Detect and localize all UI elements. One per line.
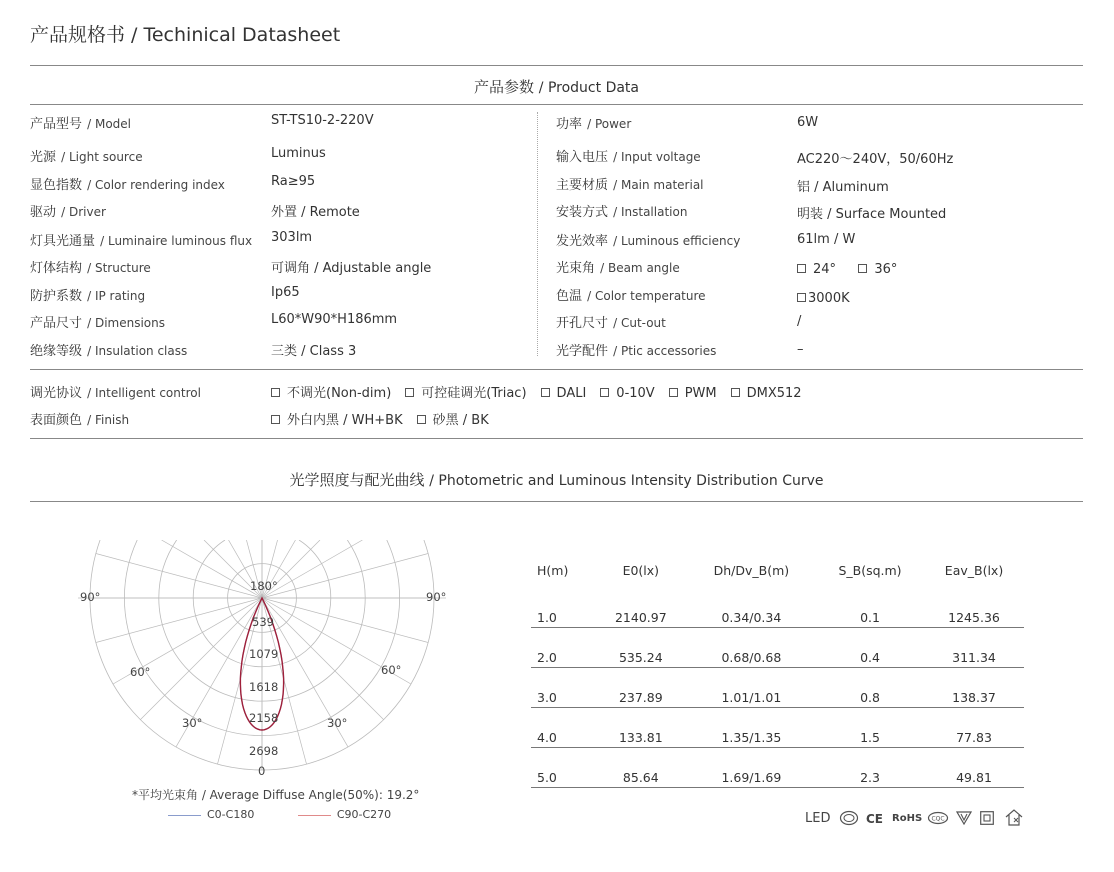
rohs-icon: RoHS bbox=[892, 813, 923, 824]
polar-radial bbox=[162, 540, 262, 598]
option-item: DMX512 bbox=[731, 386, 802, 401]
table-cell: 2140.97 bbox=[595, 588, 687, 628]
checkbox[interactable] bbox=[731, 388, 740, 397]
polar-radial bbox=[262, 598, 428, 643]
angle-label-180: 180° bbox=[250, 579, 278, 593]
table-cell: 1.0 bbox=[531, 588, 595, 628]
right-spec-value: 61lm / W bbox=[797, 232, 856, 247]
ring-label: 2158 bbox=[249, 711, 279, 725]
option-item: 可控硅调光(Triac) bbox=[405, 382, 526, 401]
polar-legend: C0-C180 C90-C270 bbox=[168, 808, 391, 821]
legend-swatch-c0 bbox=[168, 815, 201, 816]
divider bbox=[30, 104, 1083, 105]
checkbox[interactable] bbox=[405, 388, 414, 397]
left-spec-value: 外置 / Remote bbox=[271, 205, 360, 220]
left-spec-value: 可调角 / Adjustable angle bbox=[271, 261, 432, 276]
table-cell: 85.64 bbox=[595, 748, 687, 788]
table-cell: 0.4 bbox=[816, 628, 924, 668]
table-cell: 1.69/1.69 bbox=[687, 748, 816, 788]
finish-options bbox=[271, 409, 503, 428]
table-cell: 0.34/0.34 bbox=[687, 588, 816, 628]
left-spec-value: 三类 / Class 3 bbox=[271, 344, 357, 359]
angle-label-left-60: 60° bbox=[130, 665, 151, 679]
left-spec-label: 光源 / Light source bbox=[30, 150, 143, 165]
table-header: H(m) bbox=[537, 562, 569, 578]
right-spec-label: 安装方式 / Installation bbox=[556, 205, 688, 220]
right-spec-value: AC220～240V，50/60Hz bbox=[797, 152, 954, 167]
left-spec-label: 产品型号 / Model bbox=[30, 117, 131, 132]
divider bbox=[30, 65, 1083, 66]
table-cell: 1.35/1.35 bbox=[687, 708, 816, 748]
cqc-icon bbox=[927, 811, 949, 825]
table-cell: 5.0 bbox=[531, 748, 595, 788]
polar-radial bbox=[96, 553, 262, 598]
checkbox[interactable] bbox=[541, 388, 550, 397]
table-cell: 0.1 bbox=[816, 588, 924, 628]
angle-label-left-30: 30° bbox=[182, 716, 203, 730]
table-header: E0(lx) bbox=[622, 562, 660, 578]
right-spec-label: 发光效率 / Luminous efficiency bbox=[556, 234, 741, 249]
checkbox[interactable] bbox=[858, 264, 867, 273]
left-spec-label: 产品尺寸 / Dimensions bbox=[30, 316, 166, 331]
polar-radial bbox=[262, 553, 428, 598]
ccc-icon bbox=[839, 810, 859, 826]
left-spec-value: ST-TS10-2-220V bbox=[271, 113, 374, 128]
legend-swatch-c90 bbox=[298, 815, 331, 816]
photometric-table bbox=[531, 560, 1024, 788]
table-cell: 0.68/0.68 bbox=[687, 628, 816, 668]
table-cell: 49.81 bbox=[924, 748, 1024, 788]
table-cell: 3.0 bbox=[531, 668, 595, 708]
table-row bbox=[531, 748, 1024, 788]
table-cell: 0.8 bbox=[816, 668, 924, 708]
left-spec-value: Luminus bbox=[271, 146, 326, 161]
double-square-icon bbox=[980, 811, 994, 825]
right-spec-label: 主要材质 / Main material bbox=[556, 178, 704, 193]
angle-label-0: 0 bbox=[258, 764, 266, 778]
product-data-title: 产品参数 / Product Data bbox=[474, 78, 639, 96]
polar-radial bbox=[262, 598, 384, 720]
angle-label-right-30: 30° bbox=[327, 716, 348, 730]
left-spec-value: Ip65 bbox=[271, 285, 300, 300]
angle-label-right-60: 60° bbox=[381, 663, 402, 677]
checkbox[interactable] bbox=[600, 388, 609, 397]
table-header: Eav_B(lx) bbox=[944, 562, 1004, 578]
right-spec-label: 开孔尺寸 / Cut-out bbox=[556, 316, 666, 331]
right-spec-label: 光束角 / Beam angle bbox=[556, 261, 680, 276]
table-cell: 237.89 bbox=[595, 668, 687, 708]
checkbox[interactable] bbox=[271, 415, 280, 424]
led-mark: LED bbox=[805, 811, 831, 826]
table-cell: 77.83 bbox=[924, 708, 1024, 748]
table-cell: 2.0 bbox=[531, 628, 595, 668]
table-row bbox=[531, 668, 1024, 708]
checkbox[interactable] bbox=[797, 264, 806, 273]
option-item: 0-10V bbox=[600, 386, 654, 401]
divider bbox=[30, 438, 1083, 439]
checkbox[interactable] bbox=[797, 293, 806, 302]
table-cell: 1245.36 bbox=[924, 588, 1024, 628]
table-cell: 138.37 bbox=[924, 668, 1024, 708]
finish-label: 表面颜色 / Finish bbox=[30, 413, 130, 428]
left-spec-value: 303lm bbox=[271, 230, 313, 245]
table-cell: 1.01/1.01 bbox=[687, 668, 816, 708]
beam-angle-caption: *平均光束角 / Average Diffuse Angle(50%): 19.2° bbox=[132, 788, 420, 802]
control-label: 调光协议 / Intelligent control bbox=[30, 386, 201, 401]
table-cell: 311.34 bbox=[924, 628, 1024, 668]
ring-label: 1618 bbox=[249, 680, 279, 694]
table-header: S_B(sq.m) bbox=[838, 562, 902, 578]
table-cell: 4.0 bbox=[531, 708, 595, 748]
right-spec-value: 6W bbox=[797, 115, 819, 130]
table-header: Dh/Dv_B(m) bbox=[713, 562, 790, 578]
right-spec-label: 光学配件 / Ptic accessories bbox=[556, 344, 717, 359]
table-row bbox=[531, 628, 1024, 668]
option-item: 砂黑 / BK bbox=[417, 409, 489, 428]
left-spec-value: L60*W90*H186mm bbox=[271, 312, 398, 327]
checkbox[interactable] bbox=[669, 388, 678, 397]
polar-radial bbox=[96, 598, 262, 643]
left-spec-label: 防护系数 / IP rating bbox=[30, 289, 146, 304]
left-spec-label: 显色指数 / Color rendering index bbox=[30, 178, 225, 193]
table-cell: 133.81 bbox=[595, 708, 687, 748]
option-item: PWM bbox=[669, 386, 717, 401]
polar-radial bbox=[140, 598, 262, 720]
checkbox[interactable] bbox=[271, 388, 280, 397]
option-item: DALI bbox=[541, 386, 587, 401]
divider bbox=[30, 369, 1083, 370]
left-spec-label: 驱动 / Driver bbox=[30, 205, 106, 220]
table-row bbox=[531, 588, 1024, 628]
left-spec-label: 灯体结构 / Structure bbox=[30, 261, 151, 276]
left-spec-label: 灯具光通量 / Luminaire luminous flux bbox=[30, 234, 253, 249]
ring-label: 1079 bbox=[249, 647, 279, 661]
right-spec-value: 明装 / Surface Mounted bbox=[797, 207, 947, 222]
beam-angle-options: 24° 36° bbox=[797, 262, 897, 277]
left-spec-value: Ra≥95 bbox=[271, 174, 316, 189]
ce-icon: CE bbox=[866, 812, 884, 826]
svg-text:CQC: CQC bbox=[931, 815, 945, 823]
right-spec-value: / bbox=[797, 314, 802, 329]
table-cell: 535.24 bbox=[595, 628, 687, 668]
column-divider bbox=[537, 112, 538, 356]
right-spec-label: 色温 / Color temperature bbox=[556, 289, 706, 304]
angle-label-left-90: 90° bbox=[80, 590, 101, 604]
photometric-title: 光学照度与配光曲线 / Photometric and Luminous Intensity Distribution Curve bbox=[289, 471, 824, 489]
color-temp-options: 3000K bbox=[797, 291, 850, 306]
triangle-v-icon bbox=[956, 811, 972, 825]
right-spec-value: – bbox=[797, 342, 804, 357]
divider bbox=[30, 501, 1083, 502]
right-spec-label: 输入电压 / Input voltage bbox=[556, 150, 701, 165]
page-title: 产品规格书 / Techinical Datasheet bbox=[30, 24, 341, 46]
house-icon bbox=[1004, 808, 1024, 826]
table-cell: 1.5 bbox=[816, 708, 924, 748]
table-row bbox=[531, 708, 1024, 748]
option-item: 不调光(Non-dim) bbox=[271, 382, 391, 401]
checkbox[interactable] bbox=[417, 415, 426, 424]
control-options bbox=[271, 382, 816, 401]
left-spec-label: 绝缘等级 / Insulation class bbox=[30, 344, 188, 359]
ring-label: 2698 bbox=[249, 744, 279, 758]
ring-label: 539 bbox=[252, 615, 274, 629]
right-spec-label: 功率 / Power bbox=[556, 117, 632, 132]
option-item: 外白内黑 / WH+BK bbox=[271, 409, 403, 428]
table-cell: 2.3 bbox=[816, 748, 924, 788]
right-spec-value: 铝 / Aluminum bbox=[797, 180, 889, 195]
angle-label-right-90: 90° bbox=[426, 590, 447, 604]
